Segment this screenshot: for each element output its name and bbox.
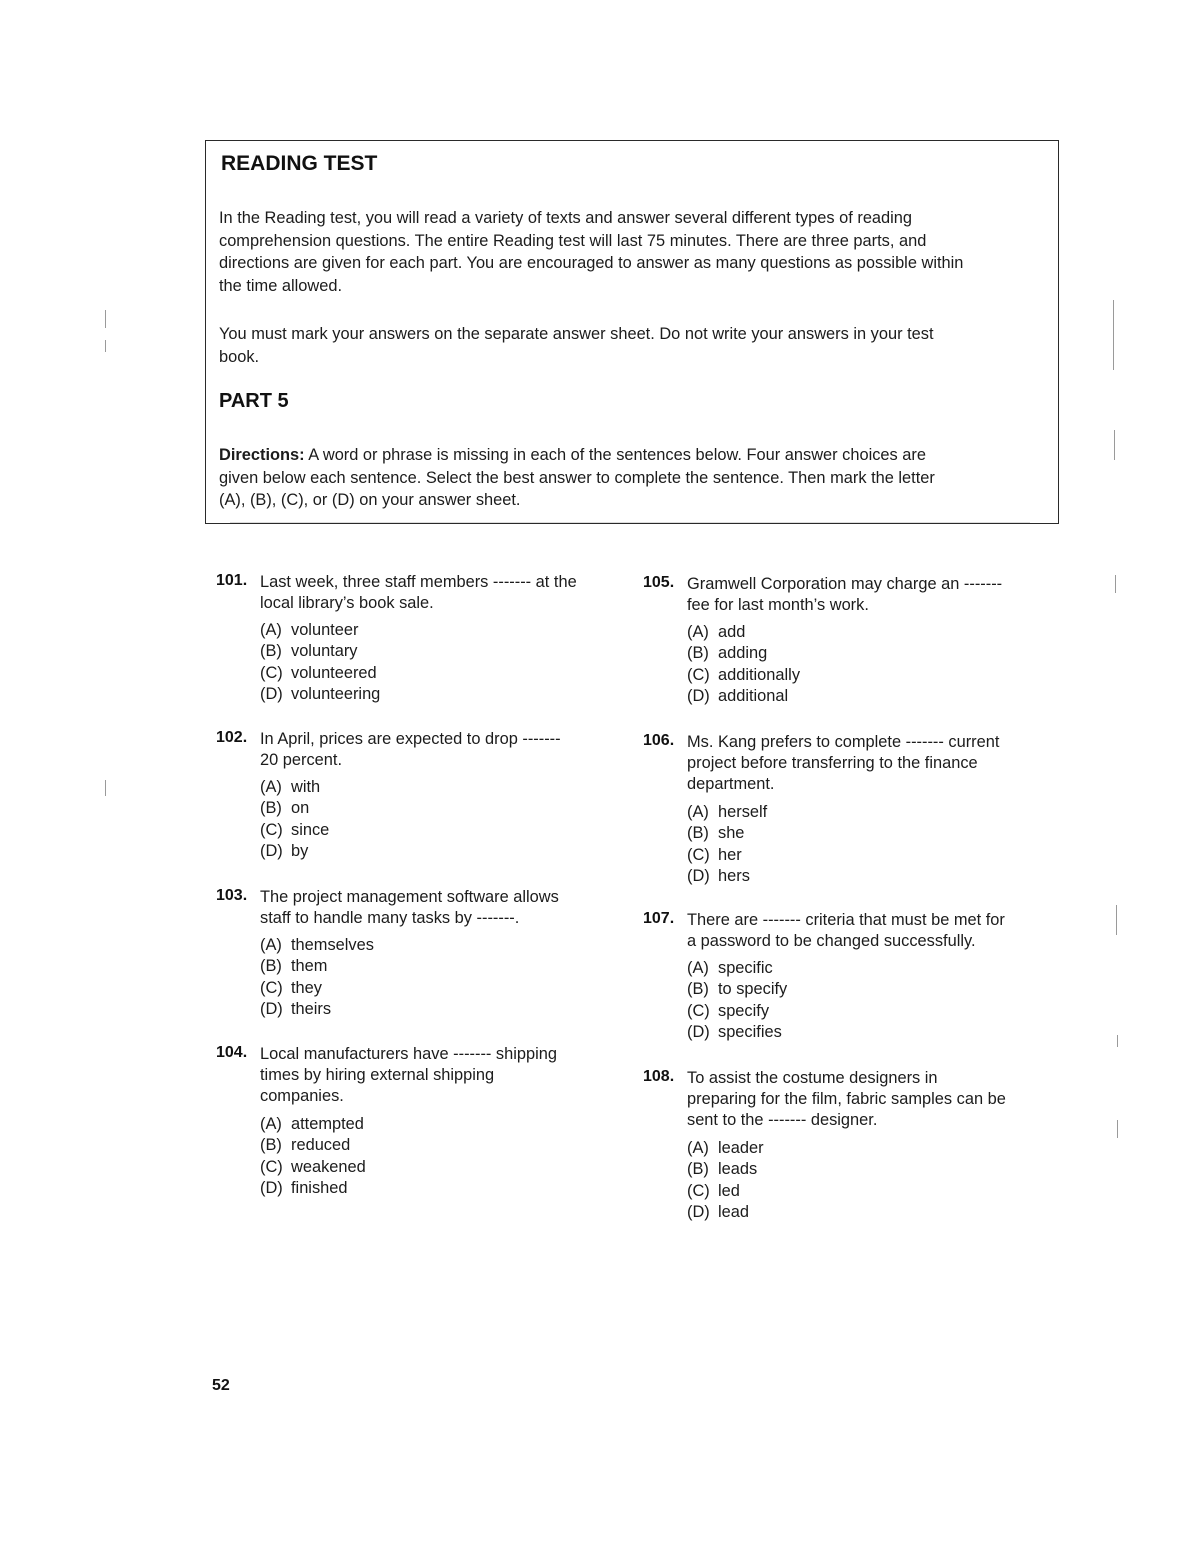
option-letter: (B) xyxy=(687,644,709,663)
option-letter: (C) xyxy=(260,1157,283,1176)
option-text: volunteer xyxy=(291,621,359,639)
option-letter: (D) xyxy=(260,1178,283,1197)
question-text xyxy=(687,732,1042,795)
scan-mark xyxy=(105,340,106,352)
option-letter: (B) xyxy=(260,799,282,818)
page-number: 52 xyxy=(212,1377,230,1394)
option-text: since xyxy=(291,820,330,839)
option-text: voluntary xyxy=(291,642,358,661)
text-line: local library’s book sale. xyxy=(260,594,434,612)
answer-options xyxy=(687,1138,764,1223)
text-line: You must mark your answers on the separate answer sheet. Do not write your answers in your test xyxy=(219,325,934,343)
scan-mark xyxy=(1117,1035,1118,1047)
option-letter: (C) xyxy=(260,663,283,682)
option-c[interactable] xyxy=(260,978,374,999)
option-a[interactable] xyxy=(687,802,767,823)
option-a[interactable] xyxy=(260,777,329,798)
option-text: volunteered xyxy=(291,663,377,682)
option-text: she xyxy=(718,824,745,843)
scan-mark xyxy=(230,522,1030,523)
text-line: comprehension questions. The entire Reading test will last 75 minutes. There are three parts, and xyxy=(219,231,927,250)
option-text: by xyxy=(291,841,309,860)
answer-options xyxy=(687,802,767,887)
option-letter: (D) xyxy=(260,684,283,703)
option-text: theirs xyxy=(291,999,332,1018)
text-line: A word or phrase is missing in each of the sentences below. Four answer choices are xyxy=(304,446,926,464)
reading-test-title: READING TEST xyxy=(221,152,378,175)
answer-options xyxy=(260,1114,366,1199)
option-c[interactable] xyxy=(260,663,380,684)
option-d[interactable] xyxy=(260,841,329,862)
option-d[interactable] xyxy=(260,999,374,1020)
directions-paragraph xyxy=(219,444,935,512)
option-b[interactable] xyxy=(260,956,374,977)
option-letter: (D) xyxy=(260,841,283,860)
option-letter: (D) xyxy=(687,1202,710,1221)
option-a[interactable] xyxy=(260,935,374,956)
question-number: 108. xyxy=(643,1068,675,1085)
option-letter: (A) xyxy=(260,936,282,954)
option-a[interactable] xyxy=(687,1138,764,1159)
option-text: reduced xyxy=(291,1136,351,1155)
question-number: 102. xyxy=(216,729,248,746)
text-line: project before transferring to the finance xyxy=(687,754,978,772)
text-line: sent to the ------- designer. xyxy=(687,1111,878,1129)
text-line: Gramwell Corporation may charge an ------- xyxy=(687,575,1003,593)
option-text: lead xyxy=(718,1202,749,1221)
option-text: them xyxy=(291,957,328,976)
option-letter: (B) xyxy=(687,824,709,843)
question-text xyxy=(687,1068,1042,1131)
option-text: add xyxy=(718,623,746,641)
option-letter: (A) xyxy=(687,803,709,821)
scan-mark xyxy=(105,780,106,796)
option-letter: (A) xyxy=(260,778,282,796)
option-letter: (B) xyxy=(687,980,709,999)
option-a[interactable] xyxy=(687,622,800,643)
option-letter: (B) xyxy=(260,1136,282,1155)
question-number: 107. xyxy=(643,910,675,927)
text-line: In the Reading test, you will read a variety of texts and answer several different types of reading xyxy=(219,209,913,227)
option-text: themselves xyxy=(291,936,374,954)
text-line: directions are given for each part. You are encouraged to answer as many questions as possible within xyxy=(219,254,964,272)
option-text: leads xyxy=(718,1160,758,1179)
option-text: attempted xyxy=(291,1115,364,1133)
option-letter: (A) xyxy=(260,621,282,639)
option-c[interactable] xyxy=(260,1157,366,1178)
text-line: (A), (B), (C), or (D) on your answer sheet. xyxy=(219,491,521,509)
text-line: There are ------- criteria that must be met for xyxy=(687,911,1005,929)
option-a[interactable] xyxy=(260,620,380,641)
part-title: PART 5 xyxy=(219,390,289,412)
text-line: Ms. Kang prefers to complete ------- current xyxy=(687,733,1000,751)
question-text xyxy=(687,910,1042,952)
question-text xyxy=(260,572,615,614)
option-text: to specify xyxy=(718,980,788,999)
text-line: staff to handle many tasks by -------. xyxy=(260,909,520,927)
scan-mark xyxy=(105,310,106,328)
option-text: finished xyxy=(291,1178,348,1197)
option-letter: (C) xyxy=(687,1001,710,1020)
option-letter: (D) xyxy=(687,1022,710,1041)
option-d[interactable] xyxy=(687,686,800,707)
option-text: specifies xyxy=(718,1022,782,1041)
text-line: times by hiring external shipping xyxy=(260,1066,495,1084)
option-text: on xyxy=(291,799,310,818)
question-number: 103. xyxy=(216,887,248,904)
text-line: preparing for the film, fabric samples can be xyxy=(687,1090,1006,1108)
option-letter: (A) xyxy=(687,959,709,977)
option-text: additional xyxy=(718,686,789,705)
scan-mark xyxy=(1115,575,1116,593)
question-number: 105. xyxy=(643,574,675,591)
option-letter: (D) xyxy=(687,866,710,885)
option-d[interactable] xyxy=(687,1202,764,1223)
option-text: led xyxy=(718,1181,740,1200)
option-text: hers xyxy=(718,866,750,885)
option-text: with xyxy=(291,778,321,796)
option-b[interactable] xyxy=(260,1135,366,1156)
option-text: specific xyxy=(718,959,773,977)
option-b[interactable] xyxy=(260,641,380,662)
answer-options xyxy=(260,777,329,862)
option-c[interactable] xyxy=(687,1181,764,1202)
option-text: her xyxy=(718,845,742,864)
text-line: In April, prices are expected to drop ------- xyxy=(260,730,561,748)
text-line: given below each sentence. Select the best answer to complete the sentence. Then mark the letter xyxy=(219,468,935,487)
option-letter: (A) xyxy=(687,623,709,641)
option-d[interactable] xyxy=(687,1022,787,1043)
option-text: additionally xyxy=(718,665,801,684)
option-letter: (A) xyxy=(687,1139,709,1157)
option-b[interactable] xyxy=(687,823,767,844)
text-line: Local manufacturers have ------- shipping xyxy=(260,1045,557,1063)
option-text: adding xyxy=(718,644,768,663)
option-letter: (C) xyxy=(260,820,283,839)
question-number: 101. xyxy=(216,572,248,589)
answer-options xyxy=(687,958,787,1043)
option-text: volunteering xyxy=(291,684,381,703)
question-text xyxy=(260,887,615,929)
option-d[interactable] xyxy=(260,1178,366,1199)
option-letter: (B) xyxy=(260,957,282,976)
option-letter: (C) xyxy=(687,665,710,684)
option-b[interactable] xyxy=(687,979,787,1000)
option-c[interactable] xyxy=(687,665,800,686)
answer-options xyxy=(260,620,380,705)
text-line: companies. xyxy=(260,1087,344,1105)
option-letter: (D) xyxy=(260,999,283,1018)
text-line: To assist the costume designers in xyxy=(687,1069,938,1087)
option-text: weakened xyxy=(291,1157,366,1176)
text-line: Last week, three staff members ------- at the xyxy=(260,573,577,591)
text-line: a password to be changed successfully. xyxy=(687,932,976,950)
answer-sheet-paragraph xyxy=(219,323,934,368)
text-line: 20 percent. xyxy=(260,751,343,769)
question-text xyxy=(260,729,615,771)
question-number: 106. xyxy=(643,732,675,749)
option-letter: (C) xyxy=(687,1181,710,1200)
question-text xyxy=(687,574,1042,616)
text-line: The project management software allows xyxy=(260,888,559,906)
scan-mark xyxy=(1116,905,1117,935)
option-text: herself xyxy=(718,803,768,821)
scan-mark xyxy=(1113,300,1114,370)
option-b[interactable] xyxy=(687,643,800,664)
option-letter: (B) xyxy=(260,642,282,661)
directions-label: Directions: xyxy=(219,446,305,464)
option-letter: (A) xyxy=(260,1115,282,1133)
text-line: fee for last month’s work. xyxy=(687,596,869,614)
option-d[interactable] xyxy=(260,684,380,705)
option-letter: (B) xyxy=(687,1160,709,1179)
option-c[interactable] xyxy=(260,820,329,841)
option-letter: (C) xyxy=(260,978,283,997)
option-b[interactable] xyxy=(687,1159,764,1180)
option-d[interactable] xyxy=(687,866,767,887)
text-line: the time allowed. xyxy=(219,276,342,295)
answer-options xyxy=(260,935,374,1020)
option-letter: (C) xyxy=(687,845,710,864)
text-line: book. xyxy=(219,347,260,366)
option-c[interactable] xyxy=(687,1001,787,1022)
option-a[interactable] xyxy=(687,958,787,979)
text-line: department. xyxy=(687,775,775,793)
scan-mark xyxy=(1114,430,1115,460)
question-text xyxy=(260,1044,615,1107)
intro-paragraph xyxy=(219,207,963,297)
option-text: specify xyxy=(718,1001,770,1020)
option-a[interactable] xyxy=(260,1114,366,1135)
option-letter: (D) xyxy=(687,686,710,705)
answer-options xyxy=(687,622,800,707)
question-number: 104. xyxy=(216,1044,248,1061)
option-c[interactable] xyxy=(687,845,767,866)
option-text: leader xyxy=(718,1139,764,1157)
option-b[interactable] xyxy=(260,798,329,819)
option-text: they xyxy=(291,978,322,997)
scan-mark xyxy=(1117,1120,1118,1138)
